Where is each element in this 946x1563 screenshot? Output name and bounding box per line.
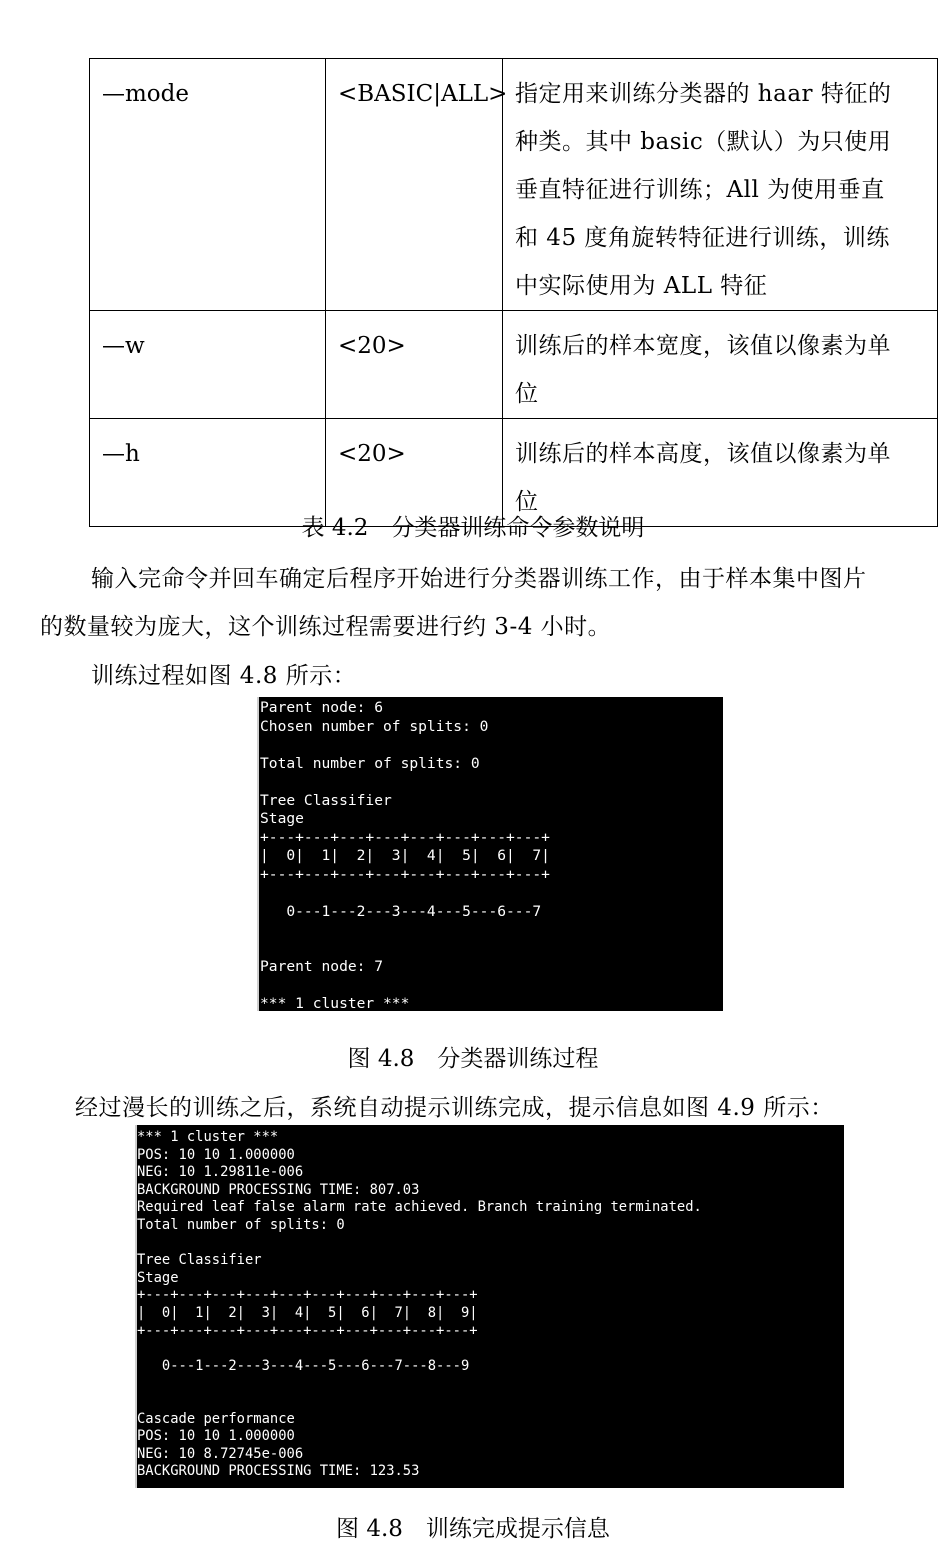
param-value: <20> (326, 311, 503, 419)
param-description (503, 59, 938, 311)
figure-caption: 图 4.8 训练完成提示信息 (336, 1516, 610, 1542)
paragraph-line: 输入完命令并回车确定后程序开始进行分类器训练工作，由于样本集中图片 (91, 566, 867, 592)
console-line: +---+---+---+---+---+---+---+---+ (260, 865, 550, 883)
console-line: *** 1 cluster *** (260, 995, 410, 1011)
console-line: POS: 10 10 1.000000 (137, 1428, 295, 1445)
description-line: 位 (515, 489, 539, 515)
console-line: BACKGROUND PROCESSING TIME: 807.03 (137, 1181, 420, 1198)
description-line: 训练后的样本高度，该值以像素为单 (515, 441, 891, 467)
console-line: NEG: 10 1.29811e-006 (137, 1164, 304, 1181)
description-line: 种类。其中 basic（默认）为只使用 (515, 129, 892, 155)
param-value: <20> (326, 419, 503, 527)
description-line: 训练后的样本宽度，该值以像素为单 (515, 333, 891, 359)
param-description (503, 311, 938, 419)
console-line (137, 1340, 844, 1358)
console-line (260, 921, 723, 940)
console-line: | 0| 1| 2| 3| 4| 5| 6| 7| 8| 9| (137, 1304, 478, 1321)
console-line (137, 1393, 844, 1411)
paragraph-line: 的数量较为庞大，这个训练过程需要进行约 3-4 小时。 (40, 614, 612, 640)
console-line: 0---1---2---3---4---5---6---7 (260, 902, 542, 920)
console-line (260, 736, 723, 755)
console-line: Parent node: 7 (260, 958, 384, 975)
param-name: —h (90, 419, 326, 527)
console-line (137, 1235, 844, 1253)
console-line: Stage (137, 1269, 179, 1286)
console-line: Tree Classifier (137, 1252, 262, 1269)
console-line: Parent node: 6 (260, 699, 384, 716)
console-line: NEG: 10 8.72745e-006 (137, 1445, 304, 1462)
console-line: *** 1 cluster *** (137, 1129, 279, 1145)
table-row (90, 59, 938, 311)
description-line: 垂直特征进行训练；All 为使用垂直 (515, 177, 885, 203)
param-name: —mode (90, 59, 326, 311)
param-name: —w (90, 311, 326, 419)
paragraph-line: 训练过程如图 4.8 所示： (91, 663, 357, 689)
param-value: <BASIC|ALL> (326, 59, 503, 311)
paragraph-line: 经过漫长的训练之后，系统自动提示训练完成，提示信息如图 4.9 所示： (75, 1095, 834, 1121)
console-line: Tree Classifier (260, 791, 392, 809)
console-line (260, 773, 723, 792)
table-row (90, 311, 938, 419)
console-line: +---+---+---+---+---+---+---+---+---+---+ (137, 1287, 478, 1304)
description-line: 和 45 度角旋转特征进行训练，训练 (515, 225, 890, 251)
console-line (137, 1375, 844, 1393)
console-line: 0---1---2---3---4---5---6---7---8---9 (137, 1357, 470, 1374)
table-caption: 表 4.2 分类器训练命令参数说明 (301, 515, 645, 541)
console-line: Cascade performance (137, 1410, 295, 1427)
console-line (260, 977, 723, 996)
description-line: 指定用来训练分类器的 haar 特征的 (515, 81, 892, 107)
console-line: +---+---+---+---+---+---+---+---+---+---+ (137, 1322, 478, 1339)
console-line: Total number of splits: 0 (260, 754, 480, 772)
description-line: 中实际使用为 ALL 特征 (515, 273, 768, 299)
console-line: POS: 10 10 1.000000 (137, 1146, 295, 1163)
figure-caption: 图 4.8 分类器训练过程 (347, 1046, 599, 1072)
console-line (260, 940, 723, 959)
console-line: Chosen number of splits: 0 (260, 717, 489, 735)
console-line: Required leaf false alarm rate achieved. Branch training terminated. (137, 1199, 702, 1216)
console-line: | 0| 1| 2| 3| 4| 5| 6| 7| (260, 847, 550, 864)
parameter-table (89, 58, 938, 527)
console-line: Total number of splits: 0 (137, 1216, 345, 1233)
console-line (260, 884, 723, 903)
description-line: 位 (515, 381, 539, 407)
console-line: +---+---+---+---+---+---+---+---+ (260, 828, 550, 846)
console-screenshot-training (257, 697, 723, 1011)
console-line: Stage (260, 810, 304, 827)
console-line: BACKGROUND PROCESSING TIME: 123.53 (137, 1463, 420, 1480)
console-screenshot-complete (135, 1125, 844, 1488)
